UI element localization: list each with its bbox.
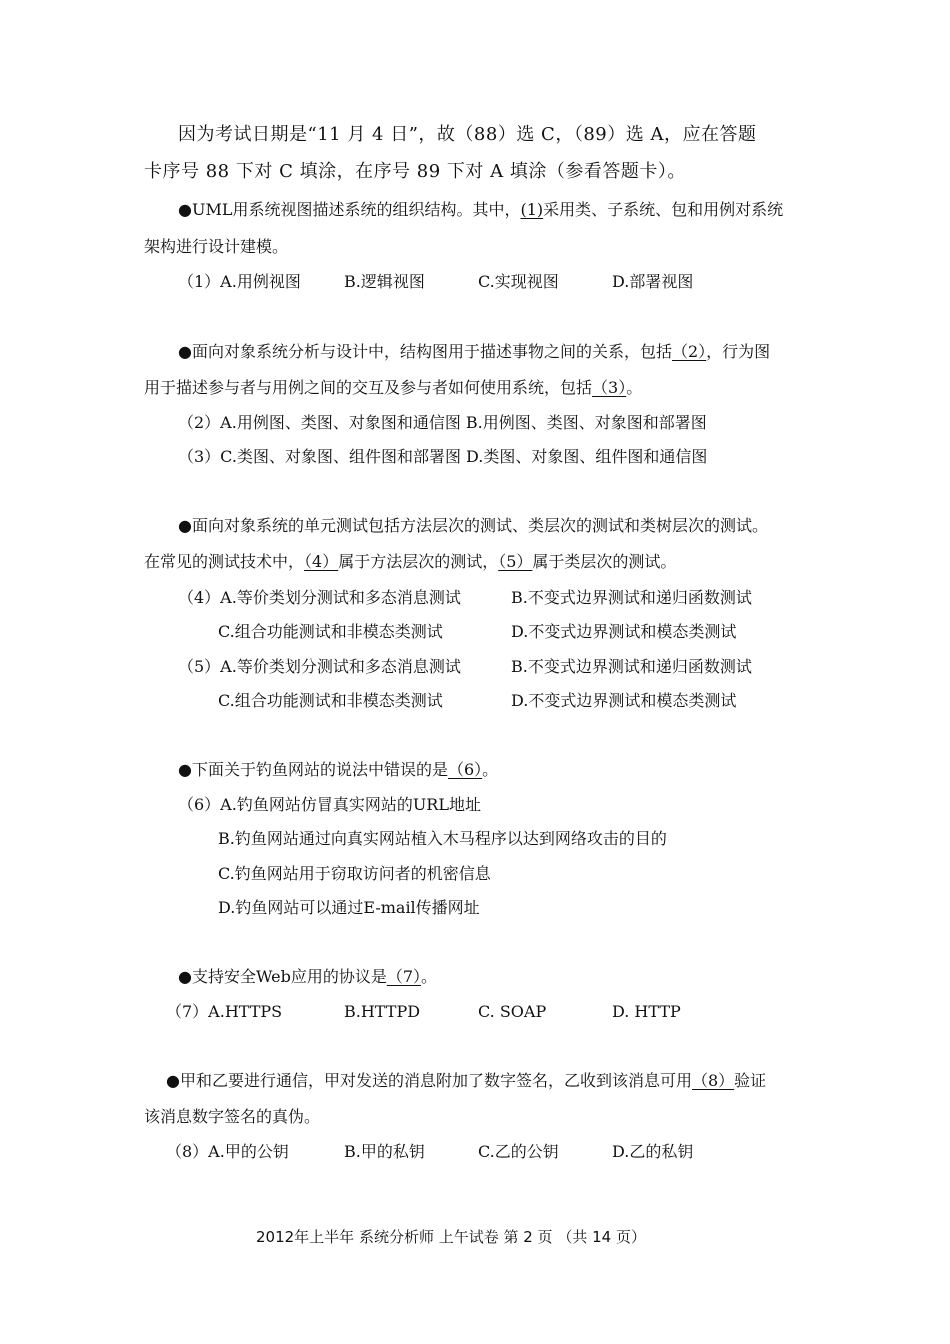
q4-stem2-text-c: 属于类层次的测试。	[532, 552, 677, 571]
q6-option-c: C.钓鱼网站用于窃取访问者的机密信息	[218, 864, 491, 883]
q2-stem2-text-b: 。	[626, 378, 643, 397]
q2-stem-text-a: ●面向对象系统分析与设计中，结构图用于描述事物之间的关系，包括	[178, 342, 672, 361]
blank-1: (1)	[520, 200, 544, 219]
blank-2: （2）	[671, 342, 707, 361]
q2-stem2-text-a: 用于描述参与者与用例之间的交互及参与者如何使用系统，包括	[144, 378, 593, 397]
q7-stem-text-a: ●支持安全Web应用的协议是	[178, 967, 387, 986]
page-footer: 2012年上半年 系统分析师 上午试卷 第 2 页 （共 14 页）	[256, 1228, 646, 1246]
q7-option-b: B.HTTPD	[344, 1002, 421, 1021]
intro-line-2: 卡序号 88 下对 C 填涂，在序号 89 下对 A 填涂（参看答题卡）。	[144, 161, 686, 182]
q4-stem-line-2	[144, 552, 676, 572]
q2-stem-line-2	[144, 378, 642, 398]
q3-options: （3）C.类图、对象图、组件图和部署图 D.类图、对象图、组件图和通信图	[178, 447, 708, 466]
q8-stem-text-a: ●甲和乙要进行通信，甲对发送的消息附加了数字签名，乙收到该消息可用	[166, 1071, 692, 1090]
blank-7: （7）	[386, 967, 422, 986]
q4-stem2-text-b: 属于方法层次的测试，	[338, 552, 499, 571]
q4-option-b: B.不变式边界测试和递归函数测试	[511, 588, 752, 607]
q5-option-d: D.不变式边界测试和模态类测试	[511, 691, 737, 710]
q5-option-c: C.组合功能测试和非模态类测试	[218, 691, 443, 710]
blank-6: （6）	[447, 760, 483, 779]
q1-stem-line-1	[178, 200, 783, 220]
q8-option-c: C.乙的公钥	[478, 1142, 559, 1161]
q6-stem-text-a: ●下面关于钓鱼网站的说法中错误的是	[178, 760, 448, 779]
blank-8: （8）	[691, 1071, 735, 1090]
q8-stem-text-b: 验证	[734, 1071, 767, 1090]
q4-stem-line-1: ●面向对象系统的单元测试包括方法层次的测试、类层次的测试和类树层次的测试。	[178, 516, 768, 535]
q4-option-d: D.不变式边界测试和模态类测试	[511, 622, 737, 641]
blank-4: （4）	[304, 552, 339, 571]
q1-option-d: D.部署视图	[612, 272, 694, 291]
q8-option-a: （8）A.甲的公钥	[166, 1142, 289, 1161]
q7-option-d: D. HTTP	[612, 1002, 681, 1021]
q1-stem-line-2: 架构进行设计建模。	[144, 237, 289, 256]
q4-option-c: C.组合功能测试和非模态类测试	[218, 622, 443, 641]
q8-option-d: D.乙的私钥	[612, 1142, 694, 1161]
q6-option-a: （6）A.钓鱼网站仿冒真实网站的URL地址	[178, 795, 481, 814]
q1-option-a: （1）A.用例视图	[178, 272, 301, 291]
q8-stem-line-2: 该消息数字签名的真伪。	[144, 1107, 321, 1126]
q6-stem-text-b: 。	[482, 760, 499, 779]
q4-stem2-text-a: 在常见的测试技术中，	[144, 552, 305, 571]
q1-stem-text-b: 采用类、子系统、包和用例对系统	[543, 200, 784, 219]
blank-3: （3）	[592, 378, 627, 397]
q5-option-a: （5）A.等价类划分测试和多态消息测试	[178, 657, 461, 676]
q8-stem-line-1	[166, 1071, 766, 1091]
q7-stem-text-b: 。	[421, 967, 438, 986]
q2-stem-text-b: ，行为图	[706, 342, 771, 361]
q1-option-b: B.逻辑视图	[344, 272, 425, 291]
q5-option-b: B.不变式边界测试和递归函数测试	[511, 657, 752, 676]
q6-option-b: B.钓鱼网站通过向真实网站植入木马程序以达到网络攻击的目的	[218, 829, 667, 848]
q6-option-d: D.钓鱼网站可以通过E-mail传播网址	[218, 898, 480, 917]
q4-option-a: （4）A.等价类划分测试和多态消息测试	[178, 588, 461, 607]
q7-option-c: C. SOAP	[478, 1002, 547, 1021]
q2-stem-line-1	[178, 342, 770, 362]
q2-options: （2）A.用例图、类图、对象图和通信图 B.用例图、类图、对象图和部署图	[178, 413, 707, 432]
q8-option-b: B.甲的私钥	[344, 1142, 425, 1161]
q7-stem	[178, 967, 437, 987]
q1-option-c: C.实现视图	[478, 272, 559, 291]
q6-stem	[178, 760, 498, 780]
blank-5: （5）	[498, 552, 533, 571]
intro-line-1: 因为考试日期是“11 月 4 日”，故（88）选 C，（89）选 A，应在答题	[178, 124, 757, 145]
q7-option-a: （7）A.HTTPS	[166, 1002, 283, 1021]
q1-stem-text-a: ●UML用系统视图描述系统的组织结构。其中，	[178, 200, 521, 219]
